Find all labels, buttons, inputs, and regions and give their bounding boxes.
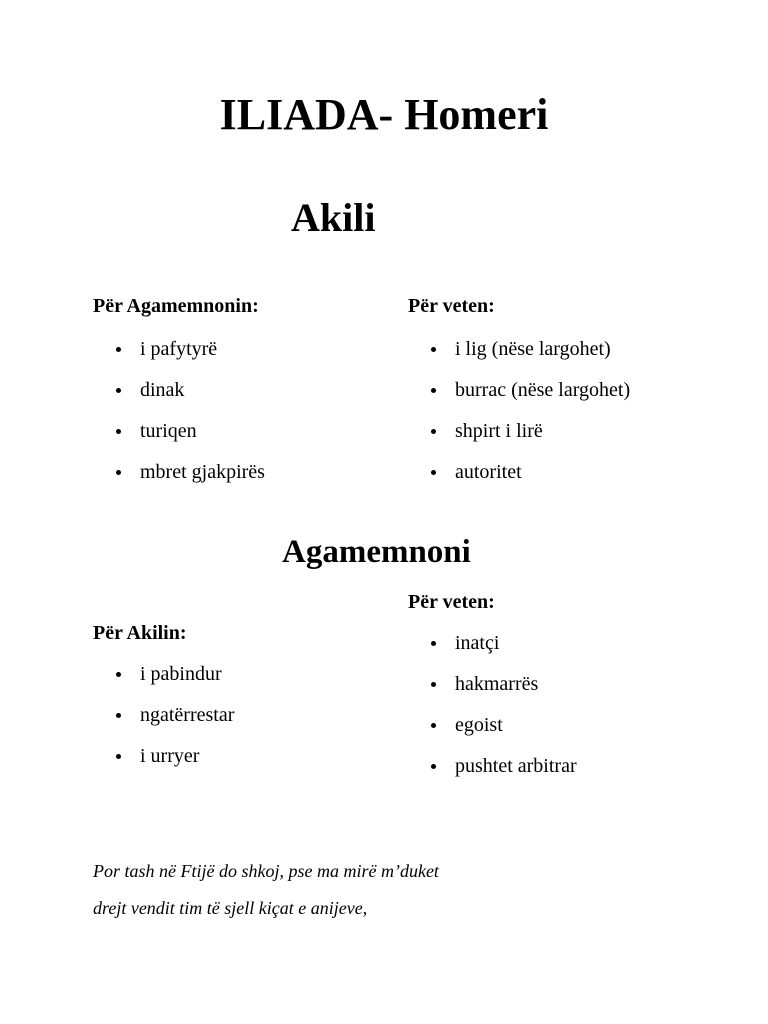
akili-right-heading: Për veten:	[408, 295, 495, 317]
list-item-text: i pabindur	[140, 663, 222, 685]
list-item-text: egoist	[455, 714, 503, 736]
quote-line-1: Por tash në Ftijë do shkoj, pse ma mirë m’duket	[93, 861, 439, 881]
list-item-text: inatçi	[455, 632, 500, 654]
list-item	[116, 378, 265, 419]
bullet-icon	[116, 429, 121, 434]
list-item	[431, 337, 630, 378]
list-item	[431, 713, 577, 754]
page-title: ILIADA- Homeri	[219, 90, 549, 139]
bullet-icon	[431, 682, 436, 687]
list-item-text: i urryer	[140, 745, 200, 767]
bullet-icon	[431, 641, 436, 646]
list-item-text: pushtet arbitrar	[455, 755, 577, 777]
list-item	[116, 662, 234, 703]
list-item-text: turiqen	[140, 420, 197, 442]
bullet-icon	[116, 754, 121, 759]
agamemnoni-right-list	[431, 631, 577, 795]
list-item-text: i lig (nëse largohet)	[455, 338, 611, 360]
akili-left-list	[116, 337, 265, 501]
list-item-text: ngatërrestar	[140, 704, 235, 726]
quote-line-2: drejt vendit tim të sjell kiçat e anijeve,	[93, 898, 368, 918]
bullet-icon	[431, 764, 436, 769]
list-item	[116, 419, 265, 460]
list-item-text: i pafytyrë	[140, 338, 218, 360]
list-item	[116, 337, 265, 378]
bullet-icon	[116, 672, 121, 677]
bullet-icon	[116, 388, 121, 393]
list-item-text: hakmarrës	[455, 673, 539, 695]
akili-right-list	[431, 337, 630, 501]
bullet-icon	[431, 347, 436, 352]
bullet-icon	[431, 470, 436, 475]
list-item-text: shpirt i lirë	[455, 420, 543, 442]
bullet-icon	[431, 723, 436, 728]
bullet-icon	[116, 470, 121, 475]
list-item	[431, 631, 577, 672]
list-item	[431, 419, 630, 460]
agamemnoni-left-list	[116, 662, 234, 785]
list-item	[431, 378, 630, 419]
bullet-icon	[431, 388, 436, 393]
list-item	[431, 754, 577, 795]
list-item-text: dinak	[140, 379, 185, 401]
list-item	[431, 672, 577, 713]
list-item	[116, 703, 234, 744]
list-item-text: autoritet	[455, 461, 522, 483]
bullet-icon	[431, 429, 436, 434]
list-item-text: burrac (nëse largohet)	[455, 379, 631, 401]
bullet-icon	[116, 713, 121, 718]
agamemnoni-left-heading: Për Akilin:	[93, 622, 187, 644]
list-item	[116, 460, 265, 501]
list-item	[431, 460, 630, 501]
list-item-text: mbret gjakpirës	[140, 461, 265, 483]
bullet-icon	[116, 347, 121, 352]
section-title-agamemnoni: Agamemnoni	[282, 534, 471, 570]
akili-left-heading: Për Agamemnonin:	[93, 295, 259, 317]
agamemnoni-right-heading: Për veten:	[408, 591, 495, 613]
list-item	[116, 744, 234, 785]
section-title-akili: Akili	[291, 195, 376, 240]
